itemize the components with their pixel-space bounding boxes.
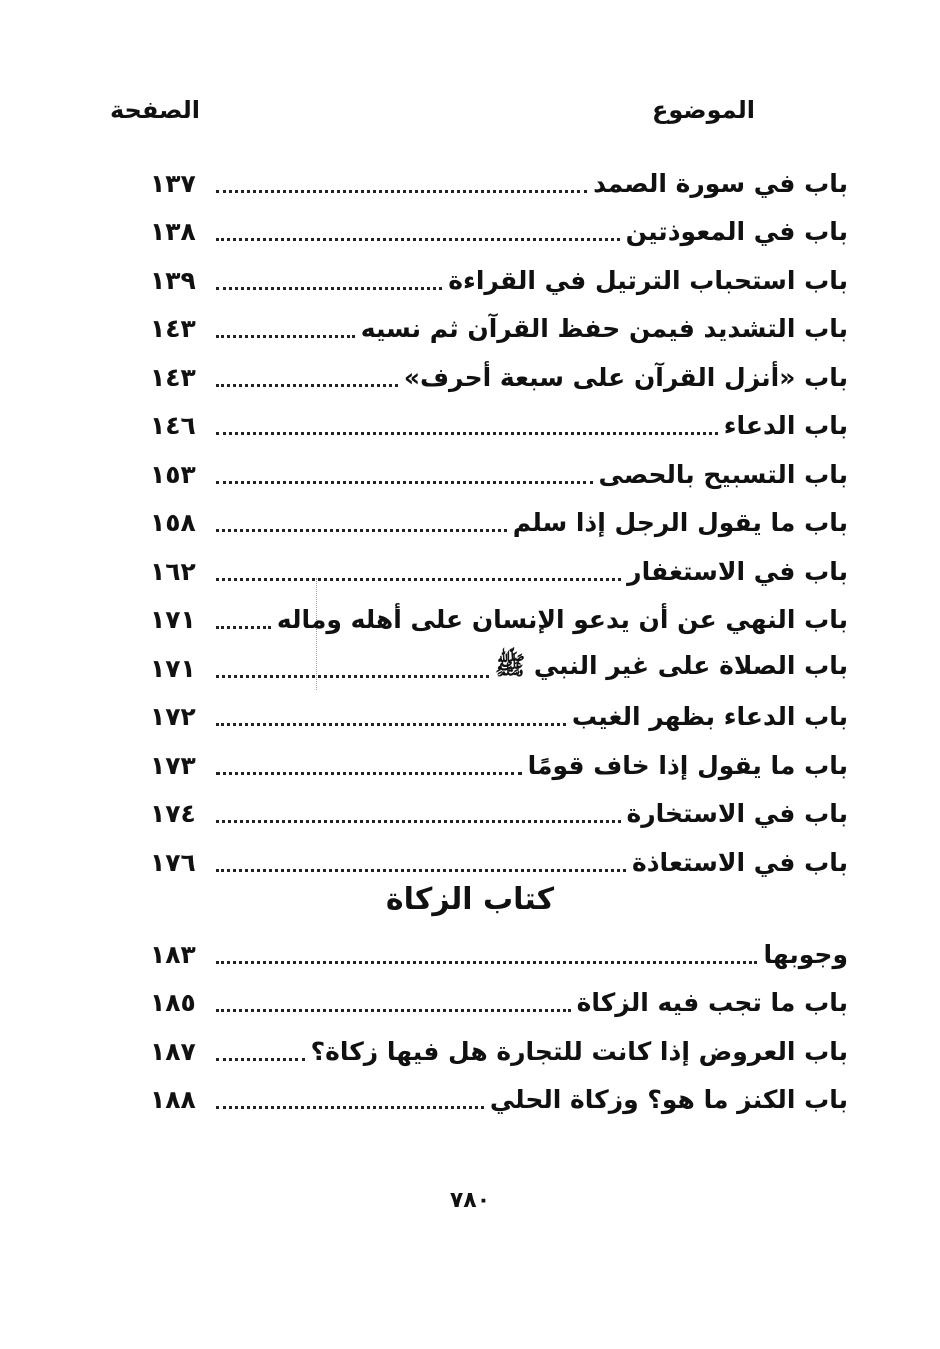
entry-page-number: ١٥٣	[150, 459, 196, 489]
entry-page-number: ١٨٨	[150, 1085, 196, 1114]
entry-page-number: ١٣٨	[150, 217, 196, 246]
topic-column-heading: الموضوع	[651, 96, 755, 124]
page-number: ٧٨٠	[449, 1188, 491, 1213]
leader-dots	[216, 723, 566, 726]
toc-entry	[150, 842, 848, 882]
entry-title: باب العروض إذا كانت للتجارة هل فيها زكاة؟	[310, 1036, 848, 1066]
toc-entry	[150, 163, 848, 203]
leader-dots	[216, 578, 621, 581]
entry-title: باب ما يقول الرجل إذا سلم	[512, 508, 848, 537]
entry-title: باب ما يقول إذا خاف قومًا	[527, 750, 848, 780]
toc-entry	[150, 212, 848, 252]
toc-entry	[150, 697, 848, 737]
toc-header	[110, 96, 755, 136]
toc-entry	[150, 503, 848, 543]
entry-page-number: ١٥٨	[150, 508, 196, 537]
entry-page-number: ١٤٦	[150, 411, 196, 440]
toc-entry	[150, 745, 848, 785]
entry-title: باب في الاستغفار	[627, 556, 848, 586]
entry-page-number: ١٣٧	[150, 168, 196, 198]
entry-page-number: ١٧٢	[150, 702, 196, 731]
entry-title: باب الصلاة على غير النبي ﷺ	[494, 650, 848, 680]
leader-dots	[216, 820, 621, 823]
entry-title: باب النهي عن أن يدعو الإنسان على أهله وماله	[276, 605, 848, 634]
leader-dots	[216, 238, 620, 241]
entry-title: باب في الاستعاذة	[631, 847, 848, 877]
toc-entry	[150, 648, 848, 688]
entry-page-number: ١٦٢	[150, 556, 196, 586]
leader-dots	[216, 529, 507, 532]
entry-title: باب في الاستخارة	[626, 799, 848, 828]
toc-entry	[150, 551, 848, 591]
toc-entry	[150, 260, 848, 300]
entry-title: باب الكنز ما هو؟ وزكاة الحلي	[489, 1085, 848, 1114]
toc-entry	[150, 1031, 848, 1071]
entry-page-number: ١٣٩	[150, 265, 196, 295]
entry-page-number: ١٨٣	[150, 939, 196, 969]
entry-page-number: ١٧٦	[150, 847, 196, 877]
entry-title: باب الدعاء بظهر الغيب	[571, 702, 848, 731]
page-column-heading: الصفحة	[110, 96, 201, 124]
entry-title: وجوبها	[763, 939, 848, 969]
entry-page-number: ١٤٣	[150, 362, 196, 392]
leader-dots	[216, 1058, 305, 1061]
leader-dots	[216, 1009, 571, 1012]
leader-dots	[216, 335, 355, 338]
leader-dots	[216, 287, 442, 290]
entry-page-number: ١٨٧	[150, 1036, 196, 1066]
leader-dots	[216, 190, 587, 193]
entry-title: باب استحباب الترتيل في القراءة	[448, 265, 848, 295]
leader-dots	[216, 1106, 484, 1109]
toc-entry	[150, 600, 848, 640]
leader-dots	[216, 384, 398, 387]
leader-dots	[216, 772, 522, 775]
leader-dots	[216, 869, 626, 872]
leader-dots	[216, 961, 757, 964]
entry-title: باب الدعاء	[723, 411, 848, 440]
entry-title: باب التشديد فيمن حفظ القرآن ثم نسيه	[360, 314, 848, 343]
toc-entry	[150, 983, 848, 1023]
entry-page-number: ١٧١	[150, 653, 196, 683]
toc-entry	[150, 934, 848, 974]
entry-title: باب في سورة الصمد	[593, 168, 848, 198]
section-title: كتاب الزكاة	[385, 882, 555, 917]
toc-entry	[150, 406, 848, 446]
entry-title: باب في المعوذتين	[625, 217, 848, 246]
entry-title: باب «أنزل القرآن على سبعة أحرف»	[403, 362, 848, 392]
entry-page-number: ١٧١	[150, 605, 196, 634]
entry-page-number: ١٤٣	[150, 314, 196, 343]
entry-title: باب ما تجب فيه الزكاة	[576, 988, 848, 1017]
entry-page-number: ١٧٤	[150, 799, 196, 828]
toc-entry	[150, 1080, 848, 1120]
entry-title: باب التسبيح بالحصى	[598, 459, 848, 489]
toc-entry	[150, 357, 848, 397]
entry-page-number: ١٨٥	[150, 988, 196, 1017]
entry-page-number: ١٧٣	[150, 750, 196, 780]
leader-dots	[216, 481, 593, 484]
leader-dots	[216, 432, 718, 435]
toc-entry	[150, 454, 848, 494]
toc-entry	[150, 794, 848, 834]
leader-dots	[216, 675, 489, 678]
toc-entry	[150, 309, 848, 349]
leader-dots	[216, 626, 271, 629]
